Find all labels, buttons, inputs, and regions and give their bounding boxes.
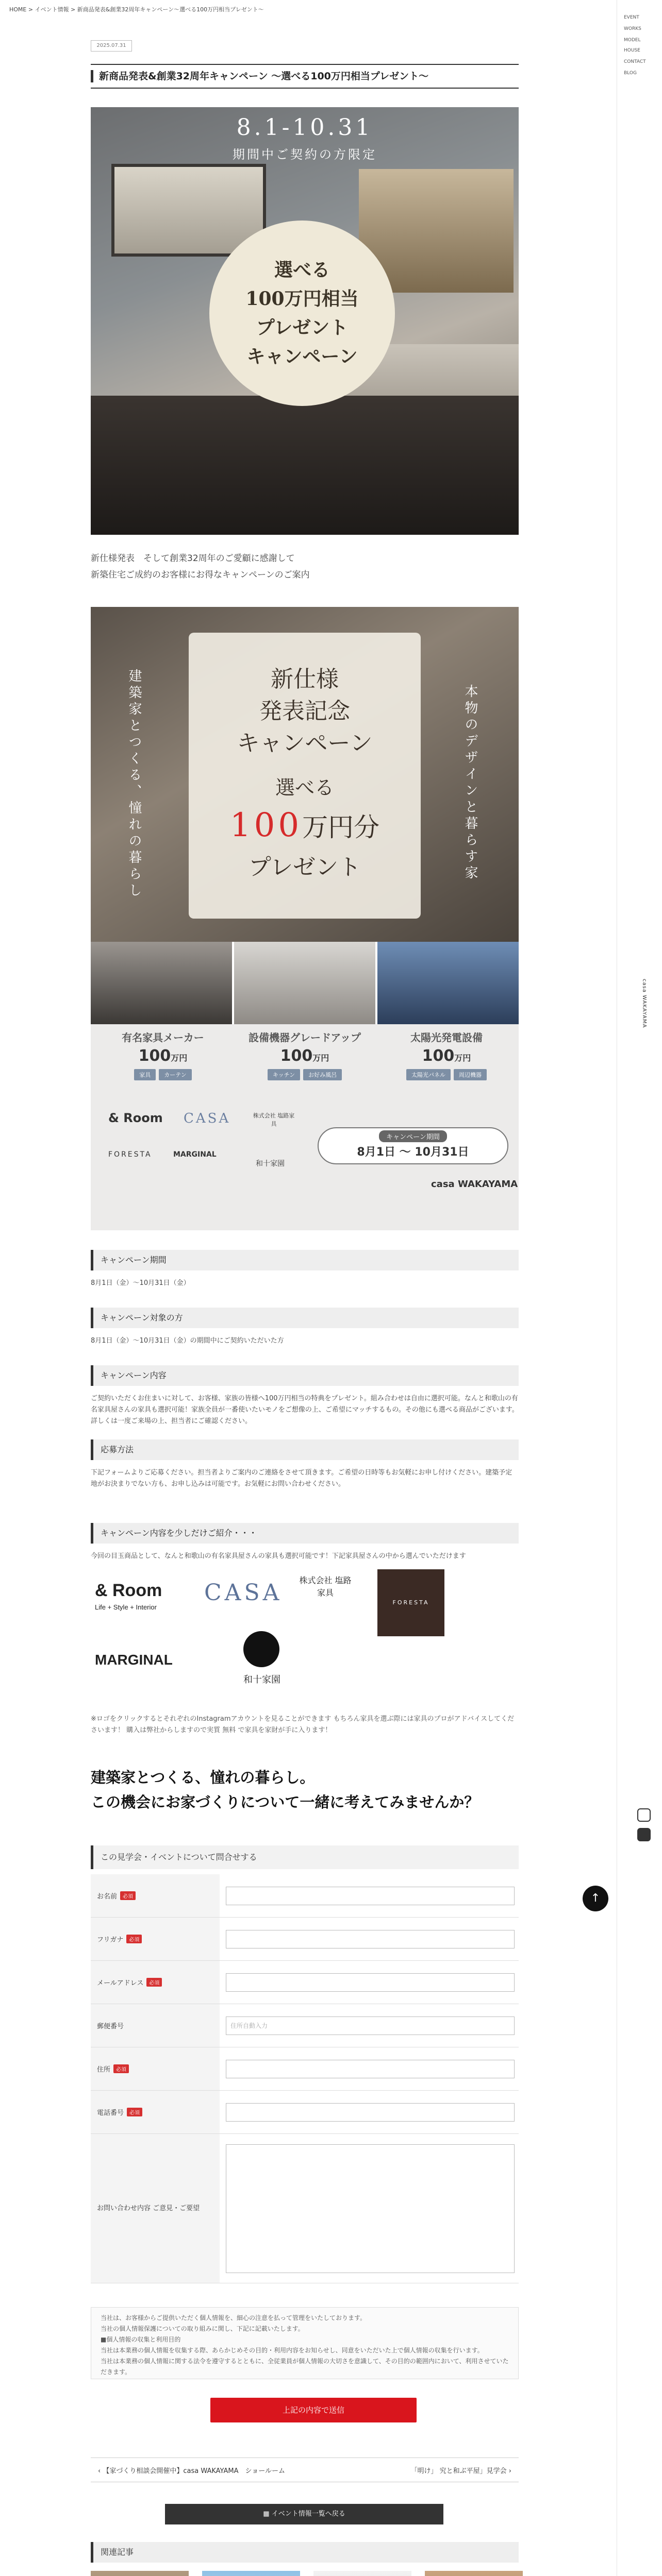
next-post-link[interactable] — [411, 2465, 511, 2475]
related-item[interactable] — [202, 2571, 300, 2576]
hero-circle-line: プレゼント — [256, 317, 349, 338]
feature-solar — [379, 1028, 514, 1080]
form-row-phone — [91, 2091, 519, 2134]
hero-circle-line: 選べる — [274, 259, 330, 281]
promo-photo-strip — [91, 942, 519, 1024]
back-to-list-label: イベント情報一覧へ戻る — [271, 2510, 345, 2518]
cta-headline — [91, 1765, 519, 1815]
brand-shioji[interactable]: 株式会社 塩路家具 — [299, 1575, 352, 1598]
form-row-zip — [91, 2004, 519, 2047]
brand-logos — [91, 1569, 519, 1708]
feature-tags — [379, 1069, 514, 1080]
next-post-label: 「明け」 究と和ぶ平屋」見学会 — [410, 2467, 507, 2475]
strip-photo-furniture — [91, 942, 234, 1024]
post-pager — [91, 2458, 519, 2482]
label-text: 電話番号 — [97, 2109, 124, 2117]
section-heading-content: キャンペーン内容 — [91, 1365, 519, 1386]
feature-equipment — [238, 1028, 372, 1080]
feature-unit: 万円 — [454, 1053, 471, 1063]
feature-title: 有名家具メーカー — [122, 1031, 204, 1044]
brand-androom-tagline: Life + Style + Interior — [95, 1603, 157, 1611]
related-thumb — [425, 2571, 523, 2576]
promo-features — [91, 1024, 519, 1230]
nav-item-event[interactable]: EVENT — [624, 15, 639, 20]
privacy-line: 当社は、お客様からご提供いただく個人情報を、細心の注意を払って管理をいたしております。 — [101, 2314, 367, 2321]
brand-foresta-tile[interactable] — [377, 1569, 444, 1636]
privacy-line: 当社は本業務の個人情報に関する法令を遵守するとともに、全従業員が個人情報の大切さを意識して、その目的の範囲内において、利用させていただきます。 — [101, 2358, 509, 2376]
promo-line: 発表記念 — [259, 698, 350, 724]
section-text-intro: 今回の目玉商品として、なんと和歌山の有名家具屋さんの家具も選択可能です！下記家具屋さんの中から選んでいただけます — [91, 1552, 466, 1560]
form-label — [91, 2047, 220, 2090]
headline-line: この機会にお家づくりについて一緒に考えてみませんか？ — [91, 1793, 479, 1811]
label-text: 郵便番号 — [97, 2023, 124, 2030]
section-heading-target: キャンペーン対象の方 — [91, 1308, 519, 1328]
promo-line: プレゼント — [248, 854, 361, 880]
privacy-line: 当社の個人情報保護についての取り組みに関し、下記に記載いたします。 — [101, 2325, 304, 2332]
form-label — [91, 2004, 220, 2047]
label-text: フリガナ — [97, 1936, 124, 1944]
headline-line: 建築家とつくる、憧れの暮らし。 — [91, 1769, 315, 1786]
instagram-icon[interactable] — [637, 1808, 651, 1822]
right-nav — [624, 12, 655, 79]
nav-item-blog[interactable]: BLOG — [624, 71, 637, 76]
promo-box — [189, 633, 421, 919]
hero-circle-line: 100万円相当 — [245, 288, 359, 310]
intro-line: 新築住宅ご成約のお客様にお得なキャンペーンのご案内 — [91, 570, 310, 580]
hero-date: 8.1-10.31 — [236, 114, 373, 141]
period-dates: 8月1日 〜 10月31日 — [357, 1146, 469, 1159]
required-badge: 必須 — [126, 1935, 142, 1943]
strip-photo-solar — [377, 942, 519, 1024]
form-label — [91, 1961, 220, 2004]
brand-wajukaen[interactable]: 和十家園 — [243, 1674, 280, 1685]
section-text-target: 8月1日（金）〜10月31日（金）の期間中にご契約いただいた方 — [91, 1337, 284, 1345]
feature-value — [379, 1047, 514, 1065]
privacy-line: ■個人情報の収集と利用目的 — [101, 2336, 181, 2343]
feature-number: 100 — [280, 1047, 313, 1065]
required-badge: 必須 — [127, 2108, 142, 2116]
logo-shioji: 株式会社 塩路家具 — [253, 1112, 295, 1127]
nav-item-model[interactable]: MODEL HOUSE — [624, 38, 641, 53]
privacy-policy-box[interactable] — [91, 2307, 519, 2379]
privacy-line: 当社は本業務の個人情報を収集する際、あらかじめその目的・利用内容をお知らせし、同意をいただいた上で個人情報の収集を行います。 — [101, 2347, 484, 2354]
hero-subtitle: 期間中ご契約の方限定 — [233, 147, 377, 162]
submit-button[interactable]: 上記の内容で送信 — [210, 2398, 417, 2422]
hero-image — [91, 107, 519, 535]
promo-line: キャンペーン — [237, 730, 373, 756]
form-label — [91, 2091, 220, 2133]
form-heading: この見学会・イベントについて問合せする — [91, 1845, 519, 1869]
section-text-apply: 下記フォームよりご応募ください。担当者よりご案内のご連絡をさせて頂きます。ご希望の日時等もお気軽にお申し付けください。建築予定地がお決まりでない方も、お申し込みは可能です。お気軽にお問い合わせください。 — [91, 1469, 512, 1488]
form-row-name — [91, 1874, 519, 1918]
strip-photo-kitchen — [234, 942, 377, 1024]
prev-post-link[interactable] — [98, 2465, 285, 2475]
date-tag: 2025.07.31 — [91, 40, 132, 52]
promo-amount-number: 100 — [229, 806, 303, 844]
feature-unit: 万円 — [312, 1053, 329, 1063]
related-thumb — [202, 2571, 300, 2576]
feature-number: 100 — [138, 1047, 171, 1065]
feature-tag: キッチン — [268, 1069, 300, 1080]
logo-marginal: MARGINAL — [173, 1150, 217, 1159]
feature-tags — [96, 1069, 230, 1080]
related-item[interactable] — [91, 2571, 189, 2576]
grid-icon: ▦ — [263, 2510, 272, 2518]
feature-value — [238, 1047, 372, 1065]
form-row-email — [91, 1961, 519, 2004]
feature-furniture — [96, 1028, 230, 1080]
form-row-kana — [91, 1918, 519, 1961]
back-to-list-button[interactable] — [165, 2504, 443, 2524]
related-item[interactable] — [425, 2571, 523, 2576]
hero-circle — [209, 221, 395, 406]
label-text: お名前 — [97, 1893, 118, 1901]
feature-tag: 周辺機器 — [454, 1069, 487, 1080]
feature-tag: 家具 — [134, 1069, 156, 1080]
zip-input[interactable]: 住所自動入力 — [226, 2016, 515, 2035]
label-text: お問い合わせ内容 ご意見・ご要望 — [97, 2204, 200, 2212]
feature-tag: 太陽光パネル — [406, 1069, 451, 1080]
logo-foresta: FORESTA — [108, 1150, 152, 1159]
feature-title: 設備機器グレードアップ — [249, 1031, 361, 1044]
section-text-content: ご契約いただくお住まいに対して、お客様、家族の皆様へ100万円相当の特典をプレゼント。組み合わせは自由に選択可能。なんと和歌山の有名家具屋さんの家具も選択可能！家族全員が一番使いたいモノをご想像の上、ご希望にマッチするもの。その他にも選べる商品がございます。詳しくは一度ご来場の上、担当者にご確認ください。 — [91, 1395, 519, 1425]
logo-wajukaen: 和十家園 — [256, 1160, 285, 1168]
page-title: 新商品発表&創業32周年キャンペーン 〜選べる100万円相当プレゼント〜 — [91, 64, 519, 89]
required-badge: 必須 — [120, 1891, 136, 1900]
promo-vertical-left: 建築家とつくる、憧れの暮らし — [126, 669, 142, 900]
required-badge: 必須 — [113, 2064, 129, 2073]
promo-vertical-right: 本物のデザインと暮らす家 — [462, 684, 478, 882]
related-thumb — [313, 2571, 411, 2576]
phone-input[interactable] — [226, 2103, 515, 2122]
promo-amount-unit: 万円分 — [302, 812, 380, 842]
hero-photo-room — [91, 396, 519, 535]
feature-tag: お好み風呂 — [303, 1069, 342, 1080]
chevron-left-icon: ‹ — [98, 2467, 103, 2475]
section-heading-apply: 応募方法 — [91, 1439, 519, 1460]
address-input[interactable] — [226, 2060, 515, 2078]
form-label — [91, 2134, 220, 2283]
feature-value — [96, 1047, 230, 1065]
brand-casa[interactable]: CASA — [204, 1580, 283, 1606]
form-row-message — [91, 2134, 519, 2283]
breadcrumb[interactable]: HOME > イベント情報 > 新商品発表&創業32周年キャンペーン〜選べる100万円相当プレゼント〜 — [9, 6, 264, 13]
feature-number: 100 — [422, 1047, 455, 1065]
logo-androom: & Room — [108, 1111, 163, 1125]
name-input[interactable] — [226, 1887, 515, 1905]
related-thumb — [91, 2571, 189, 2576]
section-heading-period: キャンペーン期間 — [91, 1250, 519, 1270]
logo-casa-wakayama: casa WAKAYAMA — [431, 1179, 518, 1190]
brand-note: ※ロゴをクリックするとそれぞれのInstagramアカウントを見ることができます もちろん家具を選ぶ際には家具のプロがアドバイスしてくださいます！ 購入は弊社からしますので実質 無料 で家具を家財が手に入ります！ — [91, 1715, 515, 1734]
form-label — [91, 1918, 220, 1960]
promo-line: 選べる — [275, 776, 334, 799]
section-heading-intro: キャンペーン内容を少しだけご紹介・・・ — [91, 1523, 519, 1544]
hero-circle-line: キャンペーン — [246, 346, 358, 367]
feature-unit: 万円 — [171, 1053, 188, 1063]
brand-wajukaen-mark — [243, 1631, 279, 1667]
logo-casa-furniture: CASA — [184, 1111, 231, 1126]
brand-androom[interactable]: & Room — [95, 1581, 162, 1600]
feature-title: 太陽光発電設備 — [410, 1031, 483, 1044]
feature-tags — [238, 1069, 372, 1080]
brand-marginal[interactable]: MARGINAL — [95, 1652, 173, 1668]
related-heading: 関連記事 — [91, 2542, 519, 2563]
contact-form — [91, 1874, 519, 2283]
prev-post-label: 【家づくり相談会開催中】casa WAKAYAMA ショールーム — [103, 2467, 285, 2475]
related-item[interactable] — [313, 2571, 411, 2576]
promo-image — [91, 607, 519, 1230]
promo-amount — [189, 806, 421, 844]
label-text: 住所 — [97, 2066, 111, 2074]
scroll-top-button[interactable] — [583, 1886, 608, 1911]
message-textarea[interactable] — [226, 2144, 515, 2273]
label-text: メールアドレス — [97, 1979, 144, 1987]
nav-item-contact[interactable]: CONTACT — [624, 59, 646, 64]
kana-input[interactable] — [226, 1930, 515, 1948]
arrow-up-icon: ↑ — [590, 1892, 601, 1905]
promo-line: 新仕様 — [271, 666, 339, 692]
facebook-icon[interactable] — [637, 1828, 651, 1841]
email-input[interactable] — [226, 1973, 515, 1992]
intro-line: 新仕様発表 そして創業32周年のご愛顧に感謝して — [91, 553, 295, 564]
brand-foresta: FORESTA — [392, 1599, 429, 1606]
nav-item-works[interactable]: WORKS — [624, 26, 641, 31]
side-logo[interactable]: casa WAKAYAMA — [641, 979, 647, 1028]
form-row-address — [91, 2047, 519, 2091]
campaign-period-pill — [318, 1127, 508, 1164]
required-badge: 必須 — [146, 1978, 162, 1987]
intro-text — [91, 550, 519, 583]
chevron-right-icon: › — [506, 2467, 511, 2475]
form-label — [91, 1874, 220, 1917]
promo-box-title — [189, 664, 421, 759]
feature-tag: カーテン — [159, 1069, 191, 1080]
section-text-period: 8月1日（金）〜10月31日（金） — [91, 1279, 190, 1287]
period-label: キャンペーン期間 — [379, 1130, 447, 1142]
